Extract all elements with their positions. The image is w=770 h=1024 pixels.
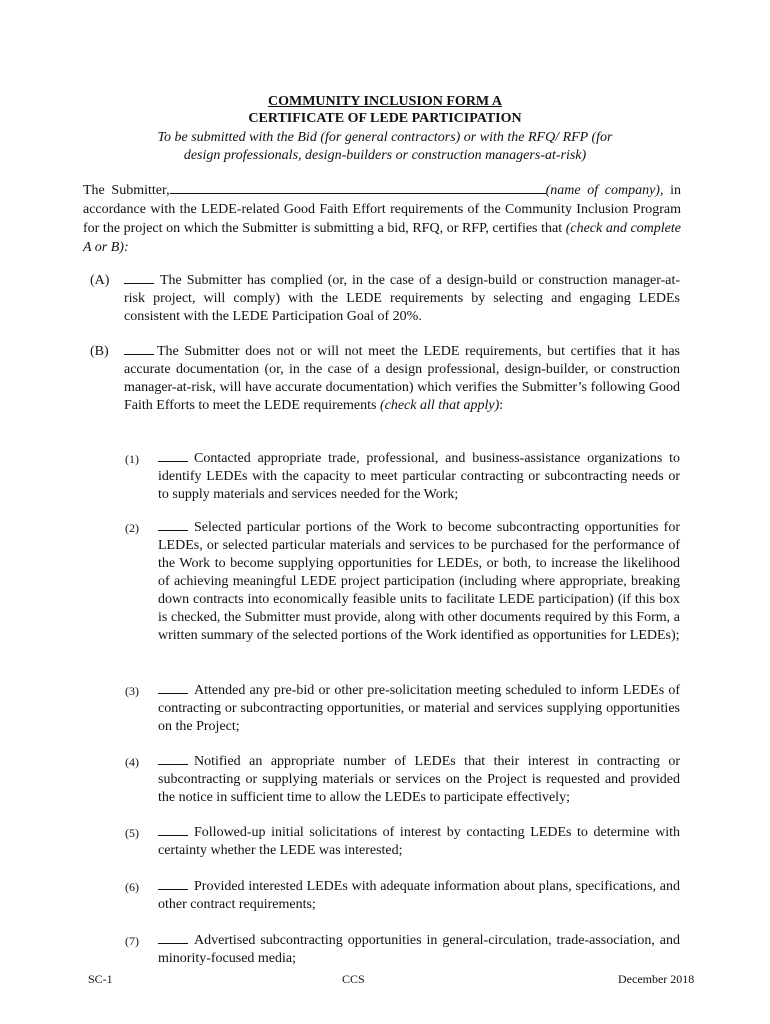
list-item bbox=[158, 753, 680, 807]
item-text: Provided interested LEDEs with adequate information about plans, specifications, and other contract requirements; bbox=[158, 879, 680, 912]
footer-page-number: SC-1 bbox=[88, 972, 113, 986]
item-text: Notified an appropriate number of LEDEs that their interest in contracting or subcontracting or supplying materials or services on the Project is requested and provided the notice in sufficient time to allow the LEDEs to participate effectively; bbox=[158, 754, 680, 805]
section-a-text: The Submitter has complied (or, in the case of a design-build or construction manager-at-risk project, will comply) with the LEDE requirements by selecting and engaging LEDEs consistent with the LEDE Participation Goal of 20%. bbox=[124, 273, 680, 324]
subtitle bbox=[0, 129, 770, 165]
item-number: (2) bbox=[125, 521, 139, 535]
section-b-note: (check all that apply) bbox=[379, 398, 500, 413]
item-checkbox[interactable] bbox=[158, 824, 188, 836]
form-title: COMMUNITY INCLUSION FORM A bbox=[268, 94, 502, 109]
item-text: Advertised subcontracting opportunities in general-circulation, trade-association, and minority-focused media; bbox=[158, 933, 680, 966]
name-hint: (name of company), bbox=[545, 183, 664, 198]
item-text: Followed-up initial solicitations of interest by contacting LEDEs to determine with certainty whether the LEDE was interested; bbox=[158, 825, 680, 858]
check-note: (check and complete A or B): bbox=[83, 221, 681, 255]
list-item bbox=[158, 932, 680, 968]
section-a-checkbox[interactable] bbox=[124, 272, 154, 284]
footer-center: CCS bbox=[342, 972, 365, 986]
item-checkbox[interactable] bbox=[158, 519, 188, 531]
section-a bbox=[124, 272, 680, 326]
list-item bbox=[158, 450, 680, 504]
item-checkbox[interactable] bbox=[158, 932, 188, 944]
list-item bbox=[158, 878, 680, 914]
item-checkbox[interactable] bbox=[158, 682, 188, 694]
certificate-title: CERTIFICATE OF LEDE PARTICIPATION bbox=[248, 111, 522, 126]
intro-body: in accordance with the LEDE-related Good Faith Effort requirements of the Community Inclusion Program for the project on which the Submitter is submitting a bid, RFQ, or RFP, certifies that bbox=[83, 183, 681, 236]
item-checkbox[interactable] bbox=[158, 753, 188, 765]
item-number: (6) bbox=[125, 880, 139, 894]
item-text: Attended any pre-bid or other pre-solicitation meeting scheduled to inform LEDEs of contracting or subcontracting opportunities, or material and services supplying opportunities on the Project; bbox=[158, 683, 680, 734]
section-b-text: The Submitter does not or will not meet the LEDE requirements, but certifies that it has accurate documentation (or, in the case of a design professional, design-builder, or construction manager-at-risk, will have accurate documentation) which verifies the Submitter’s following Good Faith Efforts to meet the LEDE requirements bbox=[124, 344, 680, 413]
list-item bbox=[158, 824, 680, 860]
intro-lead: The Submitter, bbox=[83, 183, 170, 198]
item-number: (5) bbox=[125, 826, 139, 840]
item-checkbox[interactable] bbox=[158, 450, 188, 462]
item-number: (3) bbox=[125, 684, 139, 698]
item-checkbox[interactable] bbox=[158, 878, 188, 890]
section-b-checkbox[interactable] bbox=[124, 343, 154, 355]
list-item bbox=[158, 682, 680, 736]
subtitle-line-2: design professionals, design-builders or construction managers-at-risk) bbox=[183, 148, 587, 163]
list-item bbox=[158, 519, 680, 645]
section-b bbox=[124, 343, 680, 415]
section-a-letter: (A) bbox=[90, 273, 110, 288]
item-number: (1) bbox=[125, 452, 139, 466]
company-name-field[interactable] bbox=[170, 181, 546, 194]
intro-paragraph bbox=[83, 181, 681, 257]
section-b-colon: : bbox=[499, 398, 504, 413]
section-b-letter: (B) bbox=[90, 344, 109, 359]
item-text: Contacted appropriate trade, professional, and business-assistance organizations to identify LEDEs with the capacity to meet particular contracting or subcontracting needs or to supply materials and services needed for the Work; bbox=[158, 451, 680, 502]
footer-date: December 2018 bbox=[618, 972, 695, 986]
item-number: (4) bbox=[125, 755, 139, 769]
item-text: Selected particular portions of the Work to become subcontracting opportunities for LEDEs, or selected particular materials and services to be purchased for the performance of the Work to become supplying opportunities for LEDEs, or both, to increase the likelihood of achieving meaningful LEDE project participation (including where appropriate, breaking down contracts into economically feasible units to facilitate LEDE participation) (if this box is checked, the Submitter must provide, along with other documents required by this Form, a written summary of the selected portions of the Work identified as opportunities for LEDEs); bbox=[158, 520, 680, 643]
item-number: (7) bbox=[125, 934, 139, 948]
subtitle-line-1: To be submitted with the Bid (for general contractors) or with the RFQ/ RFP (for bbox=[157, 130, 613, 145]
